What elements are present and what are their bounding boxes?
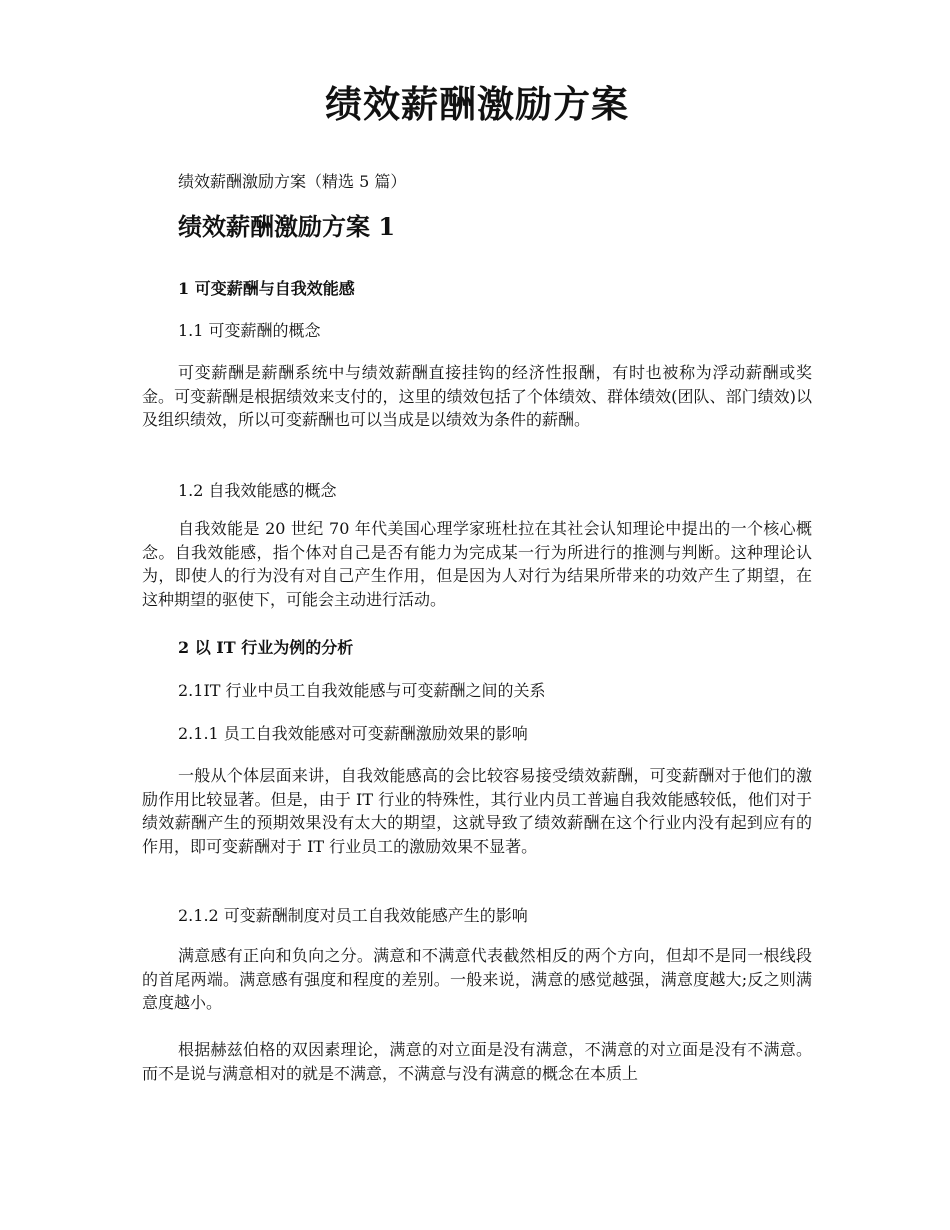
- paragraph: 满意感有正向和负向之分。满意和不满意代表截然相反的两个方向，但却不是同一根线段的首尾两端。满意感有强度和程度的差别。一般来说，满意的感觉越强，满意度越大;反之则满意度越小。: [142, 946, 812, 1012]
- paragraph: 一般从个体层面来讲，自我效能感高的会比较容易接受绩效薪酬，可变薪酬对于他们的激励作用比较显著。但是，由于 IT 行业的特殊性，其行业内员工普遍自我效能感较低，他们对于绩效薪酬产生的预期效果没有太大的期望，这就导致了绩效薪酬在这个行业内没有起到应有的作用，即可变薪酬对于 IT 行业员工的激励效果不显著。: [142, 766, 812, 856]
- subsubsection-heading: 1.1 可变薪酬的概念: [178, 321, 321, 340]
- section-heading: 绩效薪酬激励方案 1: [178, 212, 396, 241]
- document-subtitle: 绩效薪酬激励方案（精选 5 篇）: [178, 172, 407, 191]
- subsection-heading: 1 可变薪酬与自我效能感: [178, 279, 355, 298]
- subsubsection-heading: 2.1IT 行业中员工自我效能感与可变薪酬之间的关系: [178, 681, 546, 700]
- subsection-heading: 2 以 IT 行业为例的分析: [178, 638, 354, 657]
- subsubsection-heading: 2.1.2 可变薪酬制度对员工自我效能感产生的影响: [178, 906, 528, 925]
- document-title: 绩效薪酬激励方案: [325, 82, 629, 126]
- paragraph: 可变薪酬是薪酬系统中与绩效薪酬直接挂钩的经济性报酬，有时也被称为浮动薪酬或奖金。可变薪酬是根据绩效来支付的，这里的绩效包括了个体绩效、群体绩效(团队、部门绩效)以及组织绩效，所以可变薪酬也可以当成是以绩效为条件的薪酬。: [142, 363, 812, 429]
- subsubsection-heading: 1.2 自我效能感的概念: [178, 481, 337, 500]
- subsubsection-heading: 2.1.1 员工自我效能感对可变薪酬激励效果的影响: [178, 724, 528, 743]
- paragraph: 自我效能是 20 世纪 70 年代美国心理学家班杜拉在其社会认知理论中提出的一个核心概念。自我效能感，指个体对自己是否有能力为完成某一行为所进行的推测与判断。这种理论认为，即使人的行为没有对自己产生作用，但是因为人对行为结果所带来的功效产生了期望，在这种期望的驱使下，可能会主动进行活动。: [142, 519, 812, 609]
- paragraph: 根据赫兹伯格的双因素理论，满意的对立面是没有满意，不满意的对立面是没有不满意。而不是说与满意相对的就是不满意，不满意与没有满意的概念在本质上: [142, 1040, 812, 1083]
